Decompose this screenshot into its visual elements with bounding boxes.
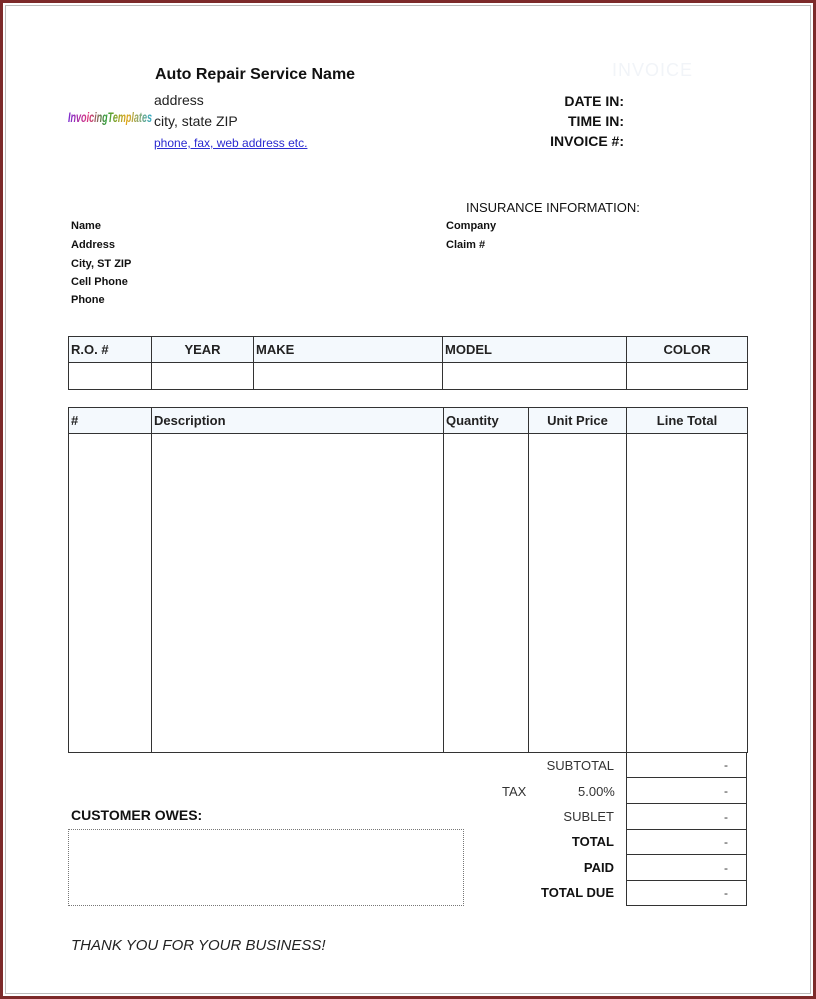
insurance-title: INSURANCE INFORMATION:	[466, 200, 640, 215]
vehicle-ro-cell[interactable]	[69, 363, 152, 390]
total-due-label: TOTAL DUE	[541, 885, 614, 900]
subtotal-label: SUBTOTAL	[546, 758, 614, 773]
sublet-value: -	[626, 804, 747, 830]
vehicle-make-cell[interactable]	[254, 363, 443, 390]
items-quantity-column[interactable]	[444, 434, 529, 753]
vehicle-header-color: COLOR	[627, 337, 748, 363]
paid-value: -	[626, 855, 747, 881]
business-address: address	[154, 92, 204, 108]
company-logo	[68, 100, 152, 134]
paid-label: PAID	[583, 860, 614, 875]
customer-phone-label: Phone	[71, 294, 105, 306]
items-line-total-column[interactable]	[627, 434, 748, 753]
sublet-label: SUBLET	[563, 809, 614, 824]
tax-rate: 5.00%	[578, 784, 615, 799]
items-body-row	[69, 434, 748, 753]
invoice-number-label: INVOICE #:	[550, 133, 624, 149]
items-header-row	[69, 408, 748, 434]
vehicle-header-row	[69, 337, 748, 363]
items-header-description: Description	[152, 408, 444, 434]
business-name: Auto Repair Service Name	[155, 66, 356, 83]
tax-label: TAX	[502, 784, 527, 799]
date-in-label: DATE IN:	[564, 93, 624, 109]
items-header-number: #	[69, 408, 152, 434]
vehicle-header-year: YEAR	[152, 337, 254, 363]
business-contact-link[interactable]: phone, fax, web address etc.	[154, 136, 308, 150]
items-header-quantity: Quantity	[444, 408, 529, 434]
total-value: -	[626, 830, 747, 855]
insurance-claim-label: Claim #	[446, 239, 486, 251]
customer-name-label: Name	[71, 220, 101, 232]
customer-owes-title: CUSTOMER OWES:	[71, 807, 203, 823]
vehicle-color-cell[interactable]	[627, 363, 748, 390]
vehicle-data-row	[69, 363, 748, 390]
document-title: INVOICE	[612, 60, 694, 80]
line-items-table	[68, 407, 748, 753]
items-header-line-total: Line Total	[627, 408, 748, 434]
vehicle-header-ro: R.O. #	[69, 337, 152, 363]
total-due-value: -	[626, 881, 747, 906]
customer-city-label: City, ST ZIP	[71, 258, 132, 270]
insurance-company-label: Company	[446, 220, 497, 232]
logo-text: InvoicingTemplates	[68, 109, 152, 125]
customer-cell-label: Cell Phone	[71, 276, 128, 288]
vehicle-table	[68, 336, 748, 390]
vehicle-year-cell[interactable]	[152, 363, 254, 390]
vehicle-model-cell[interactable]	[443, 363, 627, 390]
business-city-state-zip: city, state ZIP	[154, 113, 238, 129]
tax-value: -	[626, 778, 747, 804]
items-description-column[interactable]	[152, 434, 444, 753]
vehicle-header-make: MAKE	[254, 337, 443, 363]
customer-owes-box[interactable]	[68, 829, 464, 906]
items-header-unit-price: Unit Price	[529, 408, 627, 434]
subtotal-value: -	[626, 752, 747, 778]
thank-you-message: THANK YOU FOR YOUR BUSINESS!	[71, 937, 326, 954]
items-unit-price-column[interactable]	[529, 434, 627, 753]
time-in-label: TIME IN:	[568, 113, 624, 129]
total-label: TOTAL	[571, 834, 614, 849]
customer-address-label: Address	[71, 239, 116, 251]
vehicle-header-model: MODEL	[443, 337, 627, 363]
items-number-column[interactable]	[69, 434, 152, 753]
